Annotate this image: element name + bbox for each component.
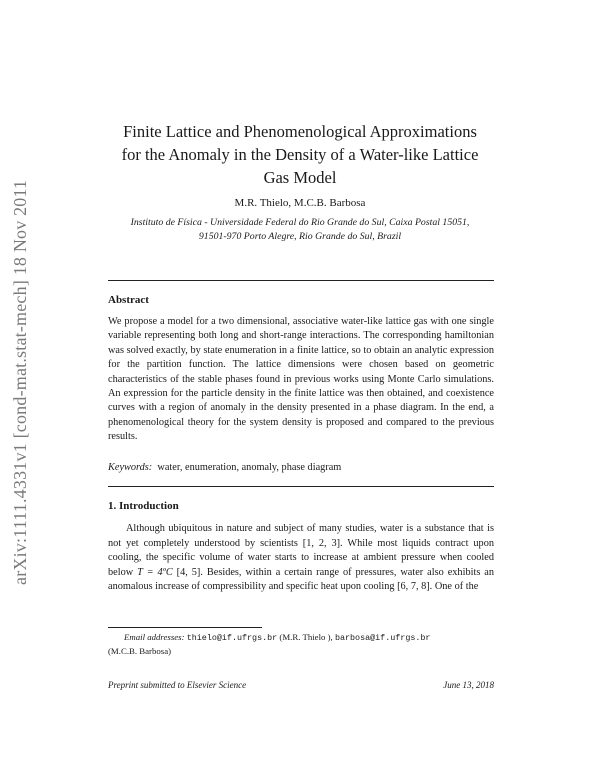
- abstract-body: We propose a model for a two dimensional, associative water-like lattice gas with one single variable representing both long and short-range interactions. The corresponding hamiltonian was solved exactly, by state enumeration in a finite lattice, so to obtain an analytic expression for the partition function. The lattice dimensions were chosen based on geometric characteristics of the stable phases found in previous works using Monte Carlo simulations. An expression for the particle density in the finite lattice was then obtained, and coexistence curves with a region of anomaly in the density presented in a phase diagram. In the end, a phenomenological theory for the system density is proposed and compared to the previous results.: [108, 316, 494, 443]
- intro-text-part: Although ubiquitous in nature and subject of many studies, water is a substance that is not yet completely understood by scientists [1, 2, 3]. While most liquids contract upon cooling, the specific volume of water starts to increase at ambient pressure when cooled below: [108, 523, 494, 578]
- title-line: for the Anomaly in the Density of a Water-like Lattice: [121, 145, 479, 164]
- affiliation-line: 91501-970 Porto Alegre, Rio Grande do Sul, Brazil: [198, 231, 402, 242]
- email-link[interactable]: barbosa@if.ufrgs.br: [334, 633, 431, 643]
- temperature-math: T = 4ºC: [137, 566, 173, 578]
- paper-title: [100, 120, 500, 189]
- keywords-label: Keywords:: [108, 462, 153, 473]
- footnote-name: (M.C.B. Barbosa): [108, 646, 172, 656]
- affiliation-line: Instituto de Física - Universidade Federal do Rio Grande do Sul, Caixa Postal 15051,: [130, 217, 470, 228]
- email-link[interactable]: thielo@if.ufrgs.br: [186, 633, 278, 643]
- keywords-list: water, enumeration, anomaly, phase diagram: [157, 462, 342, 473]
- introduction-body: [108, 522, 494, 595]
- footnote-label: Email addresses:: [124, 632, 185, 642]
- arxiv-identifier: arXiv:1111.4331v1 [cond-mat.stat-mech] 18 Nov 2011: [10, 179, 30, 585]
- footnote-rule: [108, 627, 262, 628]
- abstract-top-rule: [108, 280, 494, 281]
- title-line: Gas Model: [263, 168, 337, 187]
- page-footer: [108, 680, 494, 690]
- abstract-heading: Abstract: [108, 294, 149, 306]
- introduction-heading: 1. Introduction: [108, 500, 179, 512]
- preprint-note: Preprint submitted to Elsevier Science: [108, 680, 247, 690]
- footnote-name: (M.R. Thielo ),: [279, 632, 333, 642]
- affiliation: [100, 216, 500, 244]
- footnote: [108, 631, 494, 658]
- keywords: [108, 462, 494, 473]
- intro-text-part: [4, 5]. Besides, within a certain range of pressures, water also exhibits an anomalous increase of compressibility and specific heat upon cooling [6, 7, 8]. One of the: [108, 566, 494, 593]
- authors: M.R. Thielo, M.C.B. Barbosa: [234, 197, 366, 209]
- abstract-bottom-rule: [108, 486, 494, 487]
- footer-date: June 13, 2018: [443, 680, 494, 690]
- title-line: Finite Lattice and Phenomenological Approximations: [123, 122, 477, 141]
